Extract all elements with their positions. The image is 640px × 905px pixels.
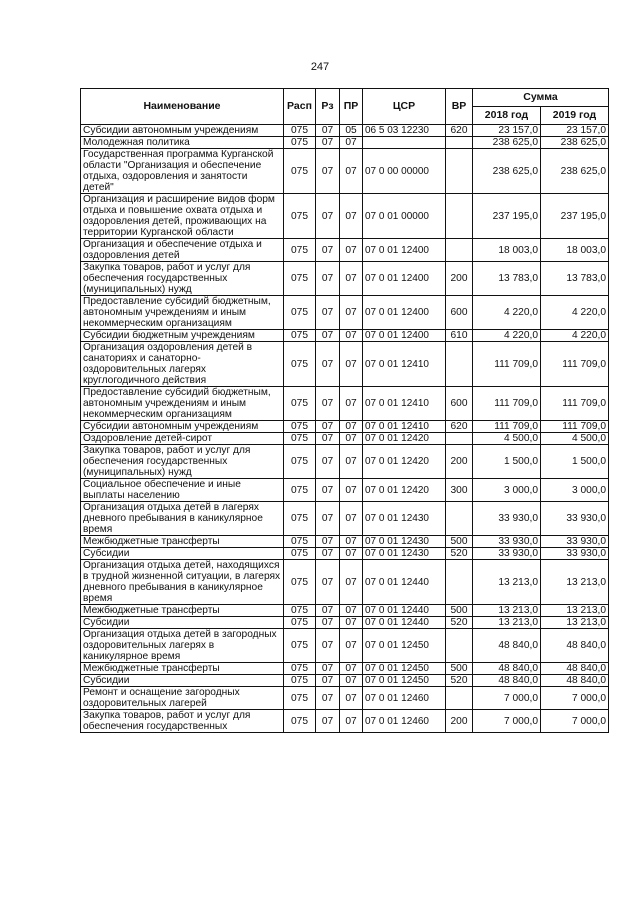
row-pr: 07 bbox=[340, 149, 363, 194]
row-pr: 07 bbox=[340, 629, 363, 663]
row-sum-2018: 23 157,0 bbox=[473, 125, 541, 137]
row-rasp: 075 bbox=[284, 149, 316, 194]
row-pr: 07 bbox=[340, 687, 363, 710]
row-vr: 600 bbox=[446, 387, 473, 421]
row-csr: 07 0 01 00000 bbox=[363, 194, 446, 239]
row-csr: 07 0 01 12430 bbox=[363, 548, 446, 560]
budget-table bbox=[80, 88, 609, 733]
table-row bbox=[81, 387, 609, 421]
row-name: Организация и расширение видов форм отдыха и повышение охвата отдыха и оздоровления детей, проживающих на территории Курганской области bbox=[81, 194, 284, 239]
row-sum-2019: 111 709,0 bbox=[541, 342, 609, 387]
row-csr: 07 0 01 12400 bbox=[363, 296, 446, 330]
table-row bbox=[81, 536, 609, 548]
table-row bbox=[81, 687, 609, 710]
row-name: Оздоровление детей-сирот bbox=[81, 433, 284, 445]
row-sum-2019: 33 930,0 bbox=[541, 548, 609, 560]
row-rasp: 075 bbox=[284, 605, 316, 617]
header-name: Наименование bbox=[81, 89, 284, 125]
table-row bbox=[81, 502, 609, 536]
row-name: Межбюджетные трансферты bbox=[81, 605, 284, 617]
row-name: Субсидии автономным учреждениям bbox=[81, 125, 284, 137]
row-rasp: 075 bbox=[284, 617, 316, 629]
row-name: Межбюджетные трансферты bbox=[81, 536, 284, 548]
row-sum-2019: 13 213,0 bbox=[541, 617, 609, 629]
header-pr: ПР bbox=[340, 89, 363, 125]
row-vr bbox=[446, 687, 473, 710]
table-row bbox=[81, 663, 609, 675]
row-rasp: 075 bbox=[284, 675, 316, 687]
row-sum-2018: 7 000,0 bbox=[473, 710, 541, 733]
row-vr bbox=[446, 433, 473, 445]
row-name: Закупка товаров, работ и услуг для обеспечения государственных bbox=[81, 710, 284, 733]
row-sum-2018: 18 003,0 bbox=[473, 239, 541, 262]
row-rz: 07 bbox=[316, 548, 340, 560]
row-rz: 07 bbox=[316, 330, 340, 342]
row-pr: 07 bbox=[340, 262, 363, 296]
row-vr: 600 bbox=[446, 296, 473, 330]
row-rz: 07 bbox=[316, 194, 340, 239]
row-vr: 500 bbox=[446, 536, 473, 548]
row-sum-2019: 13 783,0 bbox=[541, 262, 609, 296]
row-sum-2019: 4 220,0 bbox=[541, 330, 609, 342]
row-name: Закупка товаров, работ и услуг для обеспечения государственных (муниципальных) нужд bbox=[81, 445, 284, 479]
row-csr bbox=[363, 137, 446, 149]
row-vr: 620 bbox=[446, 421, 473, 433]
row-rz: 07 bbox=[316, 675, 340, 687]
row-name: Организация и обеспечение отдыха и оздоровления детей bbox=[81, 239, 284, 262]
table-row bbox=[81, 675, 609, 687]
row-rasp: 075 bbox=[284, 296, 316, 330]
row-rz: 07 bbox=[316, 125, 340, 137]
table-row bbox=[81, 710, 609, 733]
row-pr: 07 bbox=[340, 548, 363, 560]
row-vr bbox=[446, 137, 473, 149]
row-sum-2019: 3 000,0 bbox=[541, 479, 609, 502]
row-csr: 07 0 01 12400 bbox=[363, 330, 446, 342]
table-row bbox=[81, 262, 609, 296]
row-sum-2018: 13 213,0 bbox=[473, 560, 541, 605]
row-csr: 07 0 01 12440 bbox=[363, 605, 446, 617]
row-name: Организация отдыха детей в загородных оздоровительных лагерях в каникулярное время bbox=[81, 629, 284, 663]
row-vr: 200 bbox=[446, 710, 473, 733]
row-sum-2018: 4 500,0 bbox=[473, 433, 541, 445]
row-pr: 05 bbox=[340, 125, 363, 137]
row-name: Организация оздоровления детей в санаториях и санаторно-оздоровительных лагерях круглогодичного действия bbox=[81, 342, 284, 387]
row-rz: 07 bbox=[316, 629, 340, 663]
row-pr: 07 bbox=[340, 433, 363, 445]
row-rz: 07 bbox=[316, 502, 340, 536]
row-sum-2019: 111 709,0 bbox=[541, 387, 609, 421]
row-csr: 07 0 01 12410 bbox=[363, 421, 446, 433]
row-rasp: 075 bbox=[284, 387, 316, 421]
header-sum: Сумма bbox=[473, 89, 609, 107]
row-rz: 07 bbox=[316, 262, 340, 296]
row-name: Субсидии бюджетным учреждениям bbox=[81, 330, 284, 342]
row-sum-2019: 33 930,0 bbox=[541, 502, 609, 536]
row-sum-2019: 4 220,0 bbox=[541, 296, 609, 330]
row-csr: 06 5 03 12230 bbox=[363, 125, 446, 137]
row-csr: 07 0 01 12400 bbox=[363, 239, 446, 262]
row-vr bbox=[446, 502, 473, 536]
row-sum-2019: 111 709,0 bbox=[541, 421, 609, 433]
table-row bbox=[81, 617, 609, 629]
row-rasp: 075 bbox=[284, 560, 316, 605]
row-csr: 07 0 01 12420 bbox=[363, 433, 446, 445]
row-sum-2018: 48 840,0 bbox=[473, 675, 541, 687]
row-name: Предоставление субсидий бюджетным, автономным учреждениям и иным некоммерческим организациям bbox=[81, 296, 284, 330]
row-sum-2018: 33 930,0 bbox=[473, 548, 541, 560]
row-sum-2018: 237 195,0 bbox=[473, 194, 541, 239]
row-csr: 07 0 01 12410 bbox=[363, 387, 446, 421]
row-sum-2018: 1 500,0 bbox=[473, 445, 541, 479]
row-vr bbox=[446, 239, 473, 262]
row-rasp: 075 bbox=[284, 137, 316, 149]
row-pr: 07 bbox=[340, 663, 363, 675]
row-pr: 07 bbox=[340, 342, 363, 387]
row-sum-2019: 48 840,0 bbox=[541, 663, 609, 675]
row-rasp: 075 bbox=[284, 125, 316, 137]
header-year-2018: 2018 год bbox=[473, 107, 541, 125]
row-name: Субсидии bbox=[81, 548, 284, 560]
row-csr: 07 0 01 12410 bbox=[363, 342, 446, 387]
row-rasp: 075 bbox=[284, 421, 316, 433]
row-name: Ремонт и оснащение загородных оздоровительных лагерей bbox=[81, 687, 284, 710]
row-sum-2019: 7 000,0 bbox=[541, 710, 609, 733]
row-vr: 520 bbox=[446, 675, 473, 687]
row-pr: 07 bbox=[340, 560, 363, 605]
table-row bbox=[81, 560, 609, 605]
row-csr: 07 0 01 12460 bbox=[363, 687, 446, 710]
table-row bbox=[81, 342, 609, 387]
page-number: 247 bbox=[310, 61, 330, 73]
row-sum-2018: 238 625,0 bbox=[473, 137, 541, 149]
table-row bbox=[81, 548, 609, 560]
row-vr: 500 bbox=[446, 663, 473, 675]
row-vr bbox=[446, 194, 473, 239]
row-name: Субсидии bbox=[81, 675, 284, 687]
row-sum-2019: 13 213,0 bbox=[541, 560, 609, 605]
row-sum-2019: 18 003,0 bbox=[541, 239, 609, 262]
row-rasp: 075 bbox=[284, 433, 316, 445]
row-rasp: 075 bbox=[284, 548, 316, 560]
row-pr: 07 bbox=[340, 675, 363, 687]
table-row bbox=[81, 239, 609, 262]
row-name: Закупка товаров, работ и услуг для обеспечения государственных (муниципальных) нужд bbox=[81, 262, 284, 296]
row-csr: 07 0 01 12440 bbox=[363, 617, 446, 629]
row-sum-2019: 4 500,0 bbox=[541, 433, 609, 445]
row-rasp: 075 bbox=[284, 330, 316, 342]
table-row bbox=[81, 421, 609, 433]
row-sum-2018: 33 930,0 bbox=[473, 536, 541, 548]
row-rz: 07 bbox=[316, 710, 340, 733]
row-csr: 07 0 01 12420 bbox=[363, 445, 446, 479]
row-rz: 07 bbox=[316, 663, 340, 675]
row-csr: 07 0 01 12420 bbox=[363, 479, 446, 502]
table-body bbox=[81, 125, 609, 733]
row-rasp: 075 bbox=[284, 710, 316, 733]
row-pr: 07 bbox=[340, 445, 363, 479]
table-row bbox=[81, 330, 609, 342]
row-csr: 07 0 01 12460 bbox=[363, 710, 446, 733]
row-vr: 200 bbox=[446, 445, 473, 479]
row-rz: 07 bbox=[316, 560, 340, 605]
row-vr bbox=[446, 149, 473, 194]
row-rz: 07 bbox=[316, 433, 340, 445]
row-rz: 07 bbox=[316, 239, 340, 262]
header-year-2019: 2019 год bbox=[541, 107, 609, 125]
row-csr: 07 0 01 12430 bbox=[363, 502, 446, 536]
row-csr: 07 0 01 12400 bbox=[363, 262, 446, 296]
row-rz: 07 bbox=[316, 687, 340, 710]
row-rz: 07 bbox=[316, 149, 340, 194]
row-csr: 07 0 01 12440 bbox=[363, 560, 446, 605]
row-vr bbox=[446, 342, 473, 387]
row-pr: 07 bbox=[340, 296, 363, 330]
row-sum-2019: 238 625,0 bbox=[541, 149, 609, 194]
row-rz: 07 bbox=[316, 605, 340, 617]
row-rz: 07 bbox=[316, 296, 340, 330]
header-vr: ВР bbox=[446, 89, 473, 125]
row-name: Организация отдыха детей в лагерях дневного пребывания в каникулярное время bbox=[81, 502, 284, 536]
row-name: Молодежная политика bbox=[81, 137, 284, 149]
row-vr: 200 bbox=[446, 262, 473, 296]
row-pr: 07 bbox=[340, 137, 363, 149]
row-pr: 07 bbox=[340, 239, 363, 262]
row-csr: 07 0 01 12450 bbox=[363, 629, 446, 663]
row-csr: 07 0 00 00000 bbox=[363, 149, 446, 194]
row-pr: 07 bbox=[340, 194, 363, 239]
row-sum-2019: 13 213,0 bbox=[541, 605, 609, 617]
row-sum-2018: 4 220,0 bbox=[473, 330, 541, 342]
row-rasp: 075 bbox=[284, 479, 316, 502]
row-sum-2018: 111 709,0 bbox=[473, 421, 541, 433]
row-rasp: 075 bbox=[284, 445, 316, 479]
row-sum-2018: 48 840,0 bbox=[473, 663, 541, 675]
row-vr: 620 bbox=[446, 125, 473, 137]
row-rz: 07 bbox=[316, 536, 340, 548]
row-sum-2018: 13 783,0 bbox=[473, 262, 541, 296]
row-rasp: 075 bbox=[284, 342, 316, 387]
row-sum-2019: 33 930,0 bbox=[541, 536, 609, 548]
row-csr: 07 0 01 12430 bbox=[363, 536, 446, 548]
row-rz: 07 bbox=[316, 445, 340, 479]
row-sum-2018: 3 000,0 bbox=[473, 479, 541, 502]
row-pr: 07 bbox=[340, 502, 363, 536]
row-sum-2018: 7 000,0 bbox=[473, 687, 541, 710]
row-sum-2019: 23 157,0 bbox=[541, 125, 609, 137]
row-rz: 07 bbox=[316, 387, 340, 421]
row-rz: 07 bbox=[316, 342, 340, 387]
row-sum-2019: 48 840,0 bbox=[541, 675, 609, 687]
row-vr: 610 bbox=[446, 330, 473, 342]
row-name: Социальное обеспечение и иные выплаты населению bbox=[81, 479, 284, 502]
row-sum-2019: 48 840,0 bbox=[541, 629, 609, 663]
row-pr: 07 bbox=[340, 479, 363, 502]
row-name: Предоставление субсидий бюджетным, автономным учреждениям и иным некоммерческим организациям bbox=[81, 387, 284, 421]
row-sum-2018: 48 840,0 bbox=[473, 629, 541, 663]
row-pr: 07 bbox=[340, 710, 363, 733]
row-pr: 07 bbox=[340, 536, 363, 548]
row-sum-2019: 1 500,0 bbox=[541, 445, 609, 479]
header-rasp: Расп bbox=[284, 89, 316, 125]
row-name: Организация отдыха детей, находящихся в трудной жизненной ситуации, в лагерях дневного пребывания в каникулярное время bbox=[81, 560, 284, 605]
row-rasp: 075 bbox=[284, 536, 316, 548]
row-sum-2018: 13 213,0 bbox=[473, 617, 541, 629]
row-rasp: 075 bbox=[284, 239, 316, 262]
row-sum-2018: 4 220,0 bbox=[473, 296, 541, 330]
row-rz: 07 bbox=[316, 421, 340, 433]
table-row bbox=[81, 194, 609, 239]
row-rz: 07 bbox=[316, 479, 340, 502]
row-name: Субсидии bbox=[81, 617, 284, 629]
row-pr: 07 bbox=[340, 421, 363, 433]
row-sum-2019: 238 625,0 bbox=[541, 137, 609, 149]
row-sum-2018: 111 709,0 bbox=[473, 342, 541, 387]
row-rasp: 075 bbox=[284, 687, 316, 710]
table-row bbox=[81, 125, 609, 137]
row-vr bbox=[446, 560, 473, 605]
header-rz: Рз bbox=[316, 89, 340, 125]
row-vr: 300 bbox=[446, 479, 473, 502]
row-rasp: 075 bbox=[284, 629, 316, 663]
row-rasp: 075 bbox=[284, 663, 316, 675]
row-name: Государственная программа Курганской области "Организация и обеспечение отдыха, оздоровления и занятости детей" bbox=[81, 149, 284, 194]
row-vr: 520 bbox=[446, 617, 473, 629]
row-rasp: 075 bbox=[284, 194, 316, 239]
row-name: Субсидии автономным учреждениям bbox=[81, 421, 284, 433]
row-pr: 07 bbox=[340, 387, 363, 421]
row-vr bbox=[446, 629, 473, 663]
table-row bbox=[81, 445, 609, 479]
table-row bbox=[81, 137, 609, 149]
row-vr: 500 bbox=[446, 605, 473, 617]
table-row bbox=[81, 629, 609, 663]
row-sum-2019: 7 000,0 bbox=[541, 687, 609, 710]
row-sum-2018: 33 930,0 bbox=[473, 502, 541, 536]
table-row bbox=[81, 149, 609, 194]
row-pr: 07 bbox=[340, 605, 363, 617]
row-vr: 520 bbox=[446, 548, 473, 560]
row-csr: 07 0 01 12450 bbox=[363, 675, 446, 687]
row-sum-2018: 111 709,0 bbox=[473, 387, 541, 421]
row-name: Межбюджетные трансферты bbox=[81, 663, 284, 675]
table-row bbox=[81, 296, 609, 330]
row-pr: 07 bbox=[340, 330, 363, 342]
row-sum-2018: 238 625,0 bbox=[473, 149, 541, 194]
row-csr: 07 0 01 12450 bbox=[363, 663, 446, 675]
table-row bbox=[81, 433, 609, 445]
table-row bbox=[81, 605, 609, 617]
row-rasp: 075 bbox=[284, 502, 316, 536]
table-row bbox=[81, 479, 609, 502]
row-rz: 07 bbox=[316, 617, 340, 629]
header-csr: ЦСР bbox=[363, 89, 446, 125]
row-sum-2018: 13 213,0 bbox=[473, 605, 541, 617]
row-sum-2019: 237 195,0 bbox=[541, 194, 609, 239]
row-rz: 07 bbox=[316, 137, 340, 149]
row-rasp: 075 bbox=[284, 262, 316, 296]
row-pr: 07 bbox=[340, 617, 363, 629]
